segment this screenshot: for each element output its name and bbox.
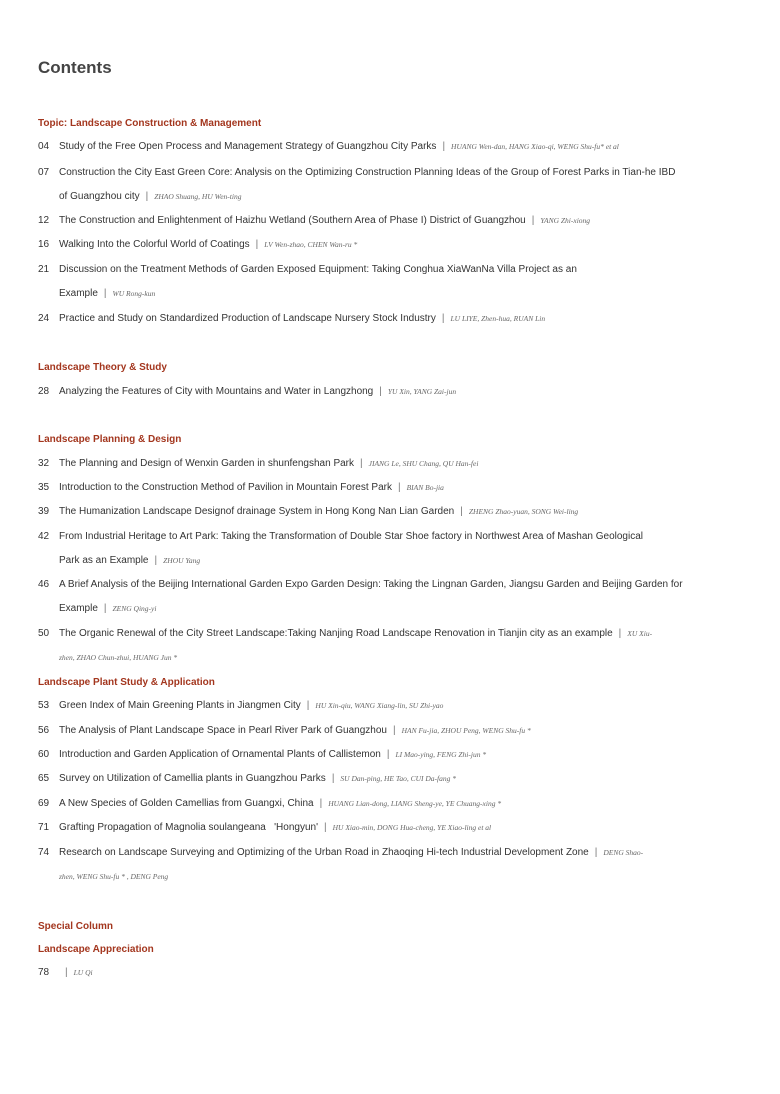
entry-author: DENG Shao- (603, 848, 644, 857)
toc-entry (38, 719, 744, 743)
separator: | (442, 141, 446, 152)
toc-entry (38, 525, 744, 572)
page-number: 07 (38, 167, 50, 178)
entry-title-cont: of Guangzhou city (59, 190, 140, 202)
entry-title: The Analysis of Plant Landscape Space in Pearl River Park of Guangzhou (59, 725, 387, 736)
page-number: 28 (38, 386, 50, 397)
entry-title: The Construction and Enlightenment of Haizhu Wetland (Southern Area of Phase I) District of Guangzhou (59, 215, 526, 226)
separator: | (379, 386, 382, 397)
entry-title: Study of the Free Open Process and Management Strategy of Guangzhou City Parks (59, 141, 437, 152)
section-heading-planning: Landscape Planning & Design (38, 434, 182, 445)
page-number: 39 (38, 506, 50, 517)
toc-entry (38, 258, 744, 305)
entry-title: Introduction to the Construction Method of Pavilion in Mountain Forest Park (59, 482, 392, 493)
toc-entry (38, 476, 744, 500)
separator: | (324, 822, 327, 833)
entry-author: XU Xiu- (627, 629, 653, 638)
entry-title: Discussion on the Treatment Methods of Garden Exposed Equipment: Taking Conghua XiaWanNa Villa Project as an (59, 264, 577, 275)
separator: | (306, 700, 310, 711)
toc-entry (38, 161, 744, 208)
toc-entry (38, 307, 744, 331)
entry-title: Practice and Study on Standardized Production of Landscape Nursery Stock Industry (59, 313, 436, 324)
entry-title: The Planning and Design of Wenxin Garden in shunfengshan Park (59, 458, 355, 469)
entry-title: Green Index of Main Greening Plants in Jiangmen City (59, 700, 301, 711)
separator: | (103, 287, 107, 299)
entry-title: The Organic Renewal of the City Street Landscape:Taking Nanjing Road Landscape Renovation in Tianjin city as an example (59, 628, 613, 639)
toc-entry (38, 841, 744, 888)
section-heading-plant: Landscape Plant Study & Application (38, 677, 215, 688)
toc-entry (38, 209, 744, 233)
page-number: 46 (38, 579, 50, 590)
entry-author: BIAN Bo-jia (406, 483, 444, 492)
toc-entry (38, 694, 744, 718)
entry-title-cont: Example (59, 602, 98, 614)
entry-title: Survey on Utilization of Camellia plants in Guangzhou Parks (59, 773, 326, 784)
page-number: 53 (38, 700, 50, 711)
entry-author: ZHOU Yang (163, 555, 201, 565)
entry-title: The Humanization Landscape Designof drainage System in Hong Kong Nan Lian Garden (59, 506, 455, 517)
entry-title: From Industrial Heritage to Art Park: Taking the Transformation of Double Star Shoe factory in Northwest Area of Mashan Geological (59, 531, 643, 542)
separator: | (594, 847, 598, 858)
toc-entry (38, 233, 744, 257)
entry-author: LU LIYE, Zhen-hua, RUAN Lin (450, 314, 546, 323)
entry-author: ZHENG Zhao-yuan, SONG Wei-ling (468, 507, 579, 516)
toc-entry (38, 380, 744, 404)
section-heading-topic: Topic: Landscape Construction & Management (38, 118, 262, 129)
page-number: 65 (38, 773, 50, 784)
separator: | (360, 458, 363, 469)
entry-author: LU Qi (73, 968, 93, 977)
toc-entry (38, 135, 744, 159)
entry-author: HU Xin-qiu, WANG Xiang-lin, SU Zhi-yao (315, 701, 444, 710)
entry-author-cont: zhen, ZHAO Chun-zhui, HUANG Jun * (59, 652, 178, 662)
entry-title: Grafting Propagation of Magnolia soulangeana 'Hongyun' (59, 822, 318, 833)
entry-title: A Brief Analysis of the Beijing International Garden Expo Garden Design: Taking the Lingnan Garden, Jiangsu Garden and Beijing Garden for (59, 579, 683, 590)
page-number: 78 (38, 967, 50, 978)
toc-entry (38, 622, 744, 669)
entry-author: LI Mao-ying, FENG Zhi-jun * (395, 750, 487, 759)
separator: | (441, 313, 445, 324)
page-number: 71 (38, 822, 50, 833)
page-number: 74 (38, 847, 50, 858)
page-number: 60 (38, 749, 50, 760)
entry-author: WU Rong-kun (112, 288, 156, 298)
separator: | (103, 602, 107, 614)
separator: | (331, 773, 335, 784)
page-number: 24 (38, 313, 50, 324)
entry-title-cont: Example (59, 287, 98, 299)
separator: | (145, 190, 149, 202)
entry-author: ZENG Qing-yi (112, 603, 157, 613)
entry-author: SU Dan-ping, HE Tao, CUI Da-fang * (340, 774, 456, 783)
separator: | (65, 967, 68, 978)
entry-author: HUANG Wen-dan, HANG Xiao-qi, WENG Shu-fu* et al (451, 142, 619, 151)
toc-entry (38, 743, 744, 767)
separator: | (319, 798, 323, 809)
entry-author: LV Wen-zhao, CHEN Wan-ru * (264, 240, 358, 249)
page-number: 12 (38, 215, 50, 226)
page-number: 56 (38, 725, 50, 736)
entry-title: Introduction and Garden Application of Ornamental Plants of Callistemon (59, 749, 381, 760)
separator: | (460, 506, 463, 517)
page-number: 04 (38, 141, 50, 152)
page-number: 16 (38, 239, 50, 250)
separator: | (397, 482, 401, 493)
page-number: 21 (38, 264, 50, 275)
entry-author: HU Xiao-min, DONG Hua-cheng, YE Xiao-ling et al (332, 823, 492, 832)
page-number: 50 (38, 628, 50, 639)
separator: | (386, 749, 390, 760)
entry-title: Analyzing the Features of City with Mountains and Water in Langzhong (59, 386, 374, 397)
separator: | (255, 239, 259, 250)
section-heading-theory: Landscape Theory & Study (38, 362, 167, 373)
separator: | (618, 628, 622, 639)
entry-title: Walking Into the Colorful World of Coatings (59, 239, 250, 250)
toc-entry (38, 961, 744, 985)
entry-title: Construction the City East Green Core: Analysis on the Optimizing Construction Planning Ideas of the Group of Forest Parks in Tian-he IBD (59, 167, 676, 178)
entry-title-cont: Park as an Example (59, 554, 149, 566)
entry-author: YU Xin, YANG Zai-jun (387, 387, 457, 396)
toc-entry (38, 452, 744, 476)
page-number: 42 (38, 531, 50, 542)
entry-author: YANG Zhi-xiong (540, 216, 591, 225)
page-title: Contents (38, 58, 112, 77)
page-number: 69 (38, 798, 50, 809)
entry-title: A New Species of Golden Camellias from Guangxi, China (59, 798, 314, 809)
entry-author: ZHAO Shuang, HU Wen-ting (154, 191, 242, 201)
page-number: 32 (38, 458, 50, 469)
page-number: 35 (38, 482, 50, 493)
toc-entry (38, 573, 744, 620)
section-heading-appreciation: Landscape Appreciation (38, 944, 154, 955)
toc-entry (38, 767, 744, 791)
toc-entry (38, 816, 744, 840)
entry-author: HAN Fu-jia, ZHOU Peng, WENG Shu-fu * (401, 726, 531, 735)
entry-title: Research on Landscape Surveying and Optimizing of the Urban Road in Zhaoqing Hi-tech Industrial Development Zone (59, 847, 589, 858)
toc-entry (38, 792, 744, 816)
separator: | (392, 725, 396, 736)
entry-author: JIANG Le, SHU Chang, QU Han-fei (368, 459, 479, 468)
entry-author: HUANG Lian-dong, LIANG Sheng-ye, YE Chuang-xing * (328, 799, 502, 808)
entry-author-cont: zhen, WENG Shu-fu * , DENG Peng (59, 871, 169, 881)
separator: | (531, 215, 535, 226)
section-heading-special: Special Column (38, 921, 114, 932)
toc-entry (38, 500, 744, 524)
separator: | (154, 554, 158, 566)
